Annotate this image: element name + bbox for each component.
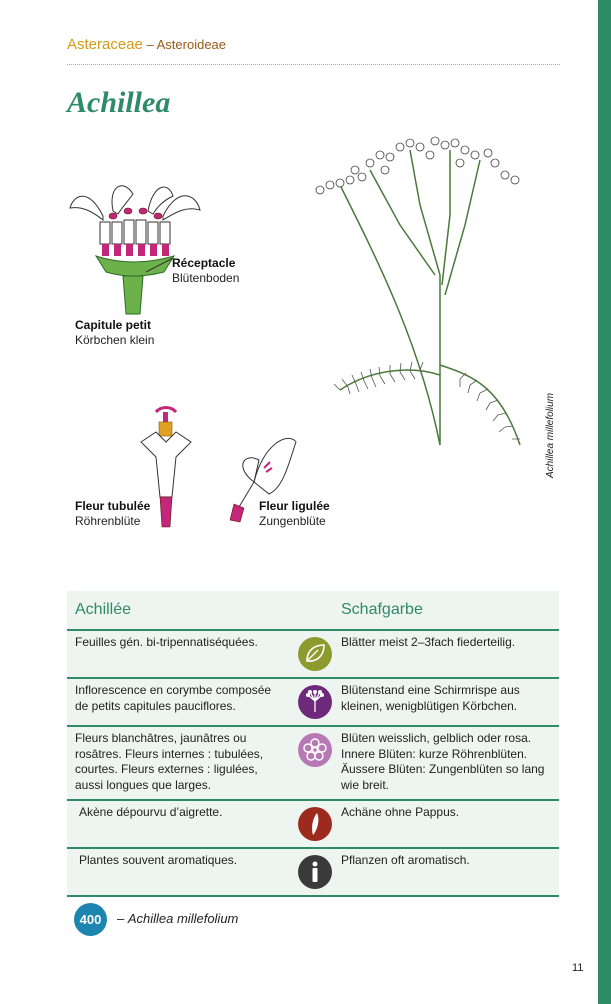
tubular-label-fr: Fleur tubulée: [75, 499, 151, 513]
tubular-label-de: Röhrenblüte: [75, 514, 141, 528]
plant-illustration: [300, 125, 540, 465]
header-fr: Achillée: [75, 601, 132, 618]
row-text-de: Blüten weisslich, gelblich oder rosa. Innere Blüten: kurze Röhrenblüten. Äussere Blüten: Zungenblüten so lang wie breit.: [341, 731, 545, 792]
species-prefix: –: [117, 911, 128, 926]
row-text-fr: Feuilles gén. bi-tripennatiséquées.: [75, 635, 258, 649]
species-name: Achillea millefolium: [127, 911, 239, 926]
row-text-de: Pflanzen oft aromatisch.: [341, 853, 470, 867]
row-text-fr: Inflorescence en corymbe composée de petits capitules pauciflores.: [75, 683, 272, 713]
species-link[interactable]: [117, 911, 238, 926]
row-text-fr: Akène dépourvu d’aigrette.: [79, 805, 223, 819]
genus-title: Achillea: [67, 86, 171, 119]
capitule-label-de: Körbchen klein: [75, 333, 155, 347]
family-header: [67, 36, 226, 53]
table-row: [67, 679, 559, 727]
species-number-badge[interactable]: 400: [74, 903, 107, 936]
table-row: [67, 727, 559, 801]
subfamily-name: Asteroideae: [156, 37, 227, 52]
ligulate-label-de: Zungenblüte: [259, 514, 326, 528]
receptacle-label-fr: Réceptacle: [172, 256, 236, 270]
capitulum-illustration: [68, 176, 203, 316]
page-number: 11: [572, 962, 584, 974]
row-text-de: Achäne ohne Pappus.: [341, 805, 460, 819]
row-text-de: Blütenstand eine Schirmrispe aus kleinen, wenigblütigen Körbchen.: [341, 683, 520, 713]
species-vertical-caption: Achillea millefolium: [545, 392, 556, 478]
capitule-label: [75, 318, 154, 348]
table-row: [67, 849, 559, 897]
key-table-header: [67, 591, 559, 631]
key-table: [67, 591, 559, 897]
seed-icon: [298, 807, 332, 841]
header-separator: –: [142, 37, 157, 52]
ligulate-label-fr: Fleur ligulée: [259, 499, 330, 513]
family-name: Asteraceae: [67, 36, 143, 53]
table-row: [67, 631, 559, 679]
ligulate-label: [259, 499, 330, 529]
table-row: [67, 801, 559, 849]
tubular-label: [75, 499, 150, 529]
receptacle-label-de: Blütenboden: [172, 271, 240, 285]
info-icon: [298, 855, 332, 889]
row-text-fr: Fleurs blanchâtres, jaunâtres ou rosâtres. Fleurs internes : tubulées, courtes. Fleurs externes : ligulées, aussi longues que larges.: [75, 731, 264, 792]
leaf-icon: [298, 637, 332, 671]
row-text-de: Blätter meist 2–3fach fiederteilig.: [341, 635, 516, 649]
receptacle-label: [172, 256, 239, 286]
side-color-strip: [598, 0, 611, 1004]
header-de: Schafgarbe: [341, 601, 423, 618]
header-divider: [67, 64, 560, 65]
row-text-fr: Plantes souvent aromatiques.: [79, 853, 238, 867]
capitule-label-fr: Capitule petit: [75, 318, 152, 332]
flower-icon: [298, 733, 332, 767]
inflorescence-icon: [298, 685, 332, 719]
receptacle-pointer: [145, 255, 175, 275]
